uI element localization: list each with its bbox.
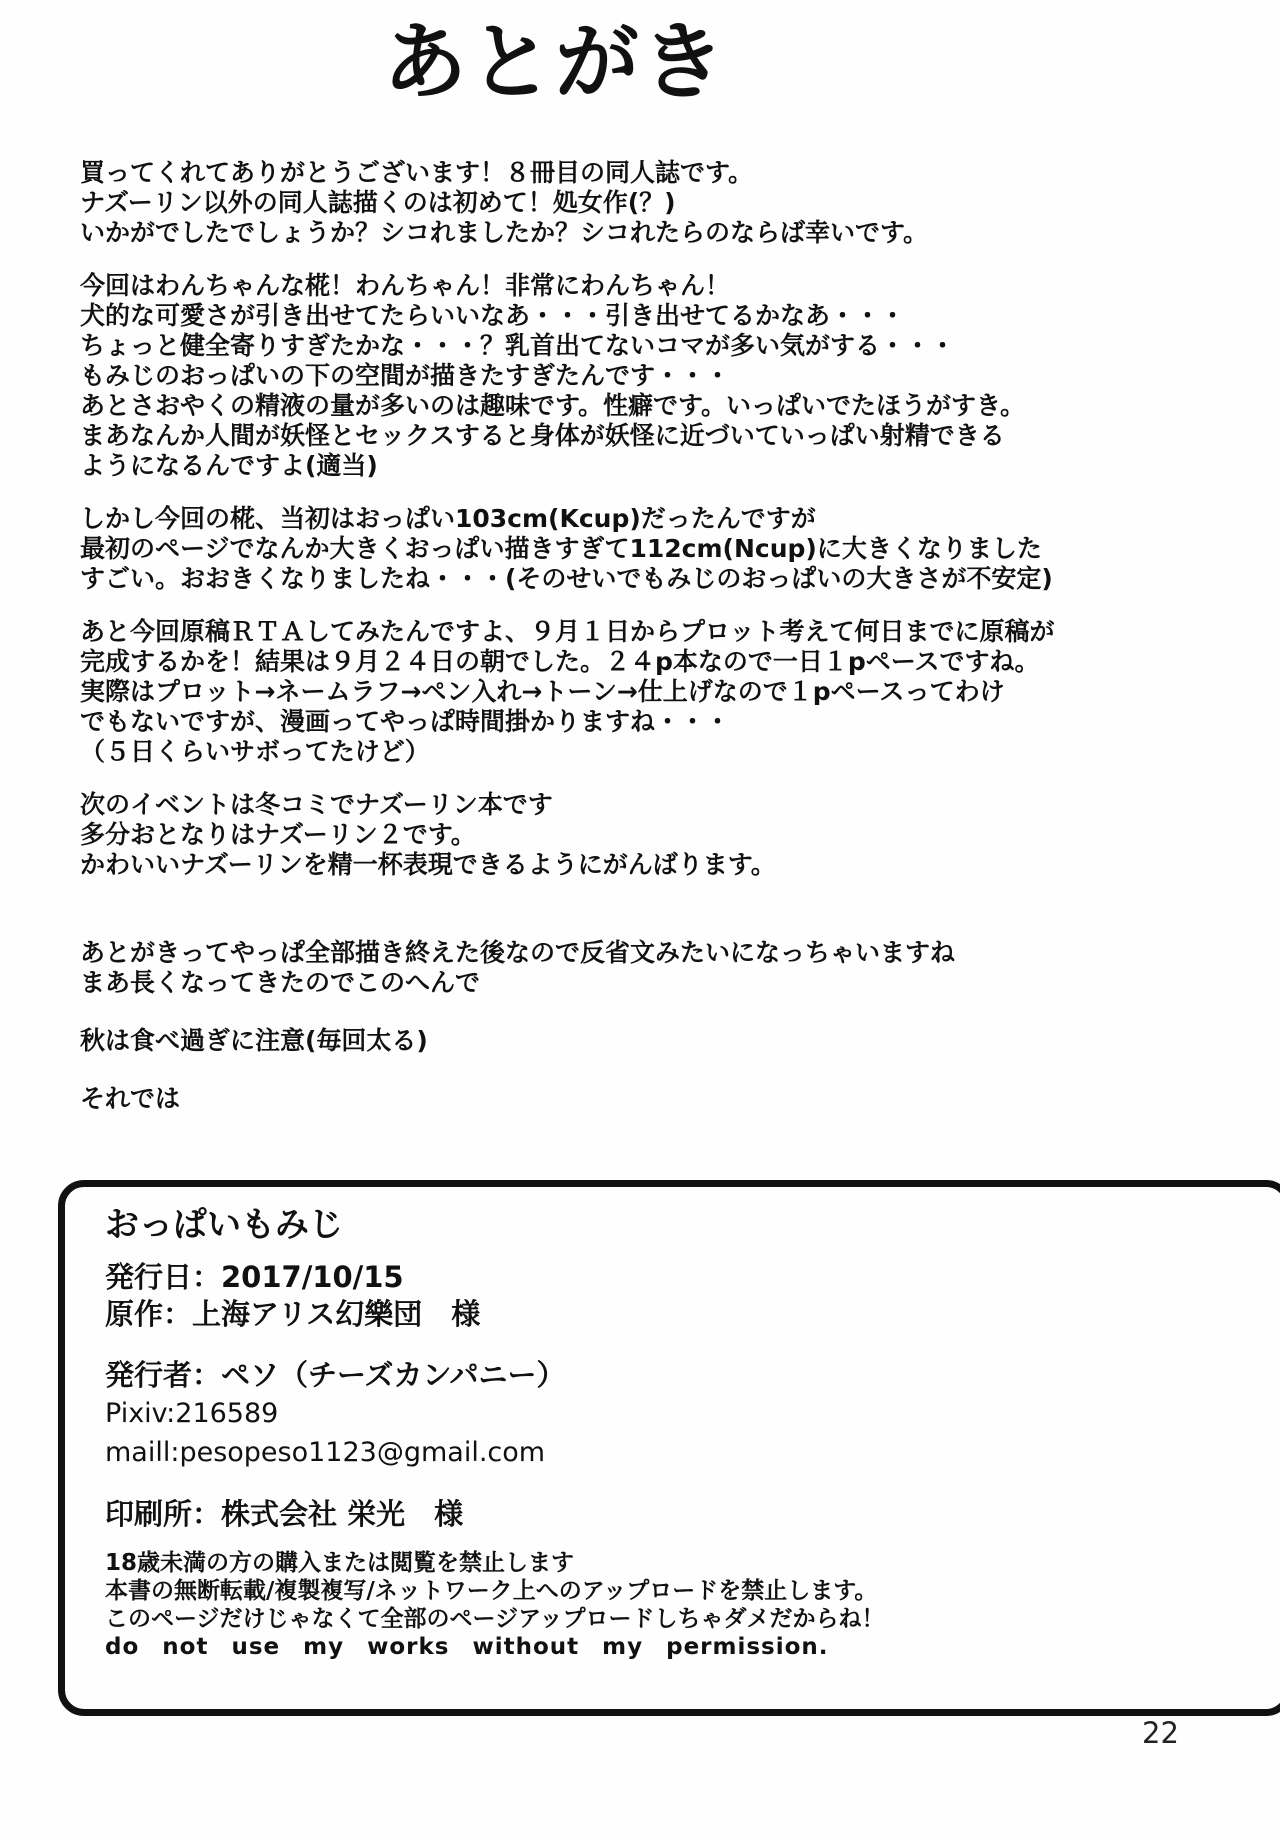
paragraph-rta	[80, 617, 1230, 767]
colophon-printer-group	[105, 1496, 1255, 1533]
colophon-publication-group	[105, 1259, 1255, 1333]
text-line: 多分おとなりはナズーリン２です。	[80, 820, 476, 850]
text-line: でもないですが、漫画ってやっぱ時間掛かりますね・・・	[80, 707, 731, 737]
colophon-notice	[105, 1549, 1255, 1661]
printer-line: 印刷所：株式会社 栄光 様	[105, 1497, 464, 1531]
notice-line: 18歳未満の方の購入または閲覧を禁止します	[105, 1550, 575, 1576]
text-line: それでは	[80, 1084, 181, 1114]
paragraph-signoff	[80, 1084, 1230, 1114]
notice-line-english: do not use my works without my permission.	[105, 1634, 829, 1660]
text-line: 最初のページでなんか大きくおっぱい描きすぎて112cm(Ncup)に大きくなりました	[80, 534, 1042, 564]
notice-line: このページだけじゃなくて全部のページアップロードしちゃダメだからね！	[105, 1606, 885, 1632]
text-line: ちょっと健全寄りすぎたかな・・・？乳首出てないコマが多い気がする・・・	[80, 331, 956, 361]
text-line: かわいいナズーリンを精一杯表現できるようにがんばります。	[80, 850, 776, 880]
notice-line: 本書の無断転載/複製複写/ネットワーク上へのアップロードを禁止します。	[105, 1578, 878, 1604]
text-line: あとさおやくの精液の量が多いのは趣味です。性癖です。いっぱいでたほうがすき。	[80, 391, 1026, 421]
text-line: まあ長くなってきたのでこのへんで	[80, 968, 481, 998]
text-line: 今回はわんちゃんな椛！わんちゃん！非常にわんちゃん！	[80, 271, 731, 301]
text-line: あとがきってやっぱ全部描き終えた後なので反省文みたいになっちゃいますね	[80, 938, 956, 968]
page-number: 22	[1142, 1716, 1179, 1750]
paragraph-thanks	[80, 158, 1230, 248]
paragraph-cup-size	[80, 504, 1230, 594]
page-title: あとがき	[382, 13, 727, 111]
text-line: 秋は食べ過ぎに注意(毎回太る)	[80, 1026, 428, 1056]
text-line: ようになるんですよ(適当)	[80, 451, 378, 481]
publisher-line: 発行者：ペソ（チーズカンパニー）	[105, 1358, 566, 1392]
colophon-box	[58, 1180, 1280, 1716]
text-line: まあなんか人間が妖怪とセックスすると身体が妖怪に近づいていっぱい射精できる	[80, 421, 1005, 451]
paragraph-reflection	[80, 938, 1230, 998]
paragraph-momiji	[80, 271, 1230, 481]
text-line: あと今回原稿ＲＴＡしてみたんですよ、９月１日からプロット考えて何日までに原稿が	[80, 617, 1055, 647]
paragraph-autumn	[80, 1026, 1230, 1056]
publish-date-line: 発行日：2017/10/15	[105, 1260, 404, 1294]
text-line: 買ってくれてありがとうございます！８冊目の同人誌です。	[80, 158, 754, 188]
text-line: （５日くらいサボってたけど）	[80, 737, 430, 767]
text-line: 実際はプロット→ネームラフ→ペン入れ→トーン→仕上げなので１pペースってわけ	[80, 677, 1005, 707]
text-line: いかがでしたでしょうか？シコれましたか？シコれたらのならば幸いです。	[80, 218, 929, 248]
colophon-publisher-group	[105, 1357, 1255, 1472]
paragraph-next-event	[80, 790, 1230, 880]
text-line: 次のイベントは冬コミでナズーリン本です	[80, 790, 553, 820]
mail-line: maill:pesopeso1123@gmail.com	[105, 1437, 546, 1468]
text-line: すごい。おおきくなりましたね・・・(そのせいでもみじのおっぱいの大きさが不安定)	[80, 564, 1053, 594]
text-line: 完成するかを！結果は９月２４日の朝でした。２４p本なので一日１pペースですね。	[80, 647, 1040, 677]
text-line: 犬的な可愛さが引き出せてたらいいなあ・・・引き出せてるかなあ・・・	[80, 301, 906, 331]
original-work-line: 原作：上海アリス幻樂団 様	[105, 1297, 481, 1331]
text-line: しかし今回の椛、当初はおっぱい103cm(Kcup)だったんですが	[80, 504, 816, 534]
text-line: もみじのおっぱいの下の空間が描きたすぎたんです・・・	[80, 361, 731, 391]
pixiv-id-line: Pixiv:216589	[105, 1398, 279, 1429]
text-line: ナズーリン以外の同人誌描くのは初めて！処女作(？)	[80, 188, 676, 218]
afterword-body	[0, 106, 1280, 1114]
colophon-book-title: おっぱいもみじ	[105, 1205, 343, 1245]
